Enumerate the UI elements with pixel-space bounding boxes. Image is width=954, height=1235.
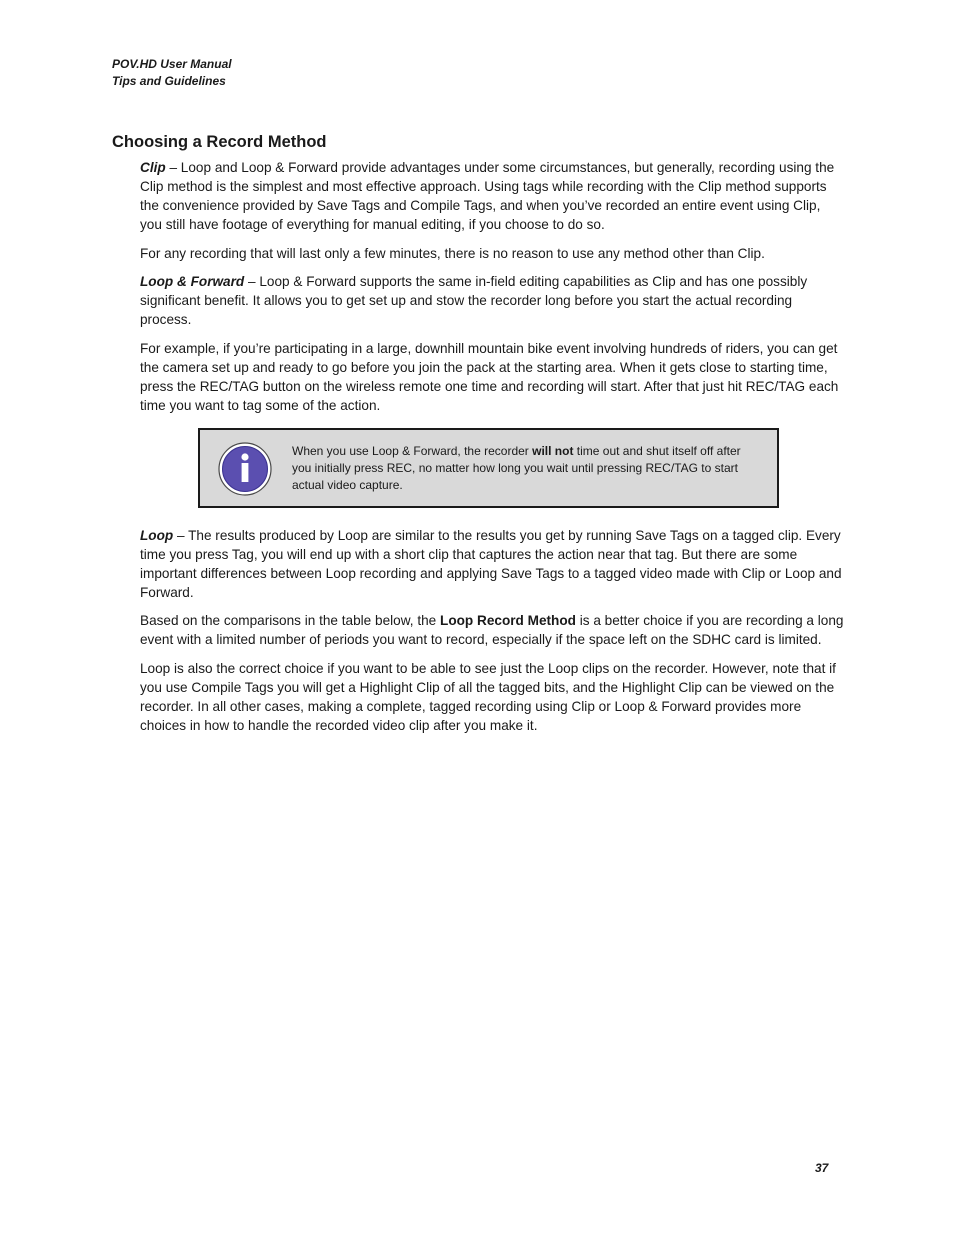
clip-text: – Loop and Loop & Forward provide advantages under some circumstances, but generally, recording using the Clip method is the simplest and most effective approach. Using tags while recording with the Clip method supports the convenience provided by Save Tags and Compile Tags, and when you’ve recorded an entire event using Clip, you still have footage of everything for manual editing, if you choose to do so.	[140, 160, 835, 232]
loop-forward-term: Loop & Forward	[140, 274, 245, 289]
loop-text: – The results produced by Loop are similar to the results you get by running Save Tags on a tagged clip. Every time you press Tag, you will end up with a short clip that captures the action near that tag. But there are some important differences between Loop recording and applying Save Tags to a tagged video made with Clip or Loop and Forward.	[140, 527, 842, 600]
loop-forward-paragraph	[140, 272, 845, 329]
clip-paragraph	[140, 158, 845, 234]
loop-paragraph	[140, 526, 845, 602]
note-text: When you use Loop & Forward, the recorder will not time out and shut itself off after you initially press REC, no matter how long you wait until pressing REC/TAG to start actual video capture.	[292, 443, 741, 492]
note-emphasis: will not	[532, 443, 574, 458]
chapter-title: Tips and Guidelines	[112, 74, 226, 88]
body-text	[140, 158, 845, 744]
loop-term: Loop	[140, 527, 174, 543]
section-title: Choosing a Record Method	[112, 133, 327, 151]
page-number: 37	[815, 1161, 829, 1175]
info-icon	[218, 442, 272, 496]
loop-forward-text: – Loop & Forward supports the same in-field editing capabilities as Clip and has one possibly significant benefit. It allows you to get set up and stow the recorder long before you start the actual recording process.	[140, 274, 808, 327]
comparison-paragraph: Based on the comparisons in the table below, the Loop Record Method is a better choice if you are recording a long event with a limited number of periods you want to record, especially if the space left on the SDHC card is limited.	[140, 613, 844, 647]
info-note-box	[198, 428, 779, 508]
running-header	[112, 56, 232, 90]
example-paragraph: For example, if you’re participating in a large, downhill mountain bike event involving hundreds of riders, you can get the camera set up and ready to go before you join the pack at the starting area. When it gets close to starting time, press the REC/TAG button on the wireless remote one time and recording will start. After that just hit REC/TAG each time you want to tag some of the action.	[140, 340, 839, 413]
loop-also-paragraph: Loop is also the correct choice if you want to be able to see just the Loop clips on the recorder. However, note that if you use Compile Tags you will get a Highlight Clip of all the tagged bits, and the Highlight Clip can be viewed on the recorder. In all other cases, making a complete, tagged recording using Clip or Loop & Forward provides more choices in how to handle the recorded video clip after you make it.	[140, 660, 836, 733]
clip-term: Clip	[140, 160, 166, 175]
loop-record-method-emphasis: Loop Record Method	[440, 613, 576, 628]
short-recording-paragraph: For any recording that will last only a few minutes, there is no reason to use any method other than Clip.	[140, 245, 765, 261]
manual-title: POV.HD User Manual	[112, 57, 232, 71]
